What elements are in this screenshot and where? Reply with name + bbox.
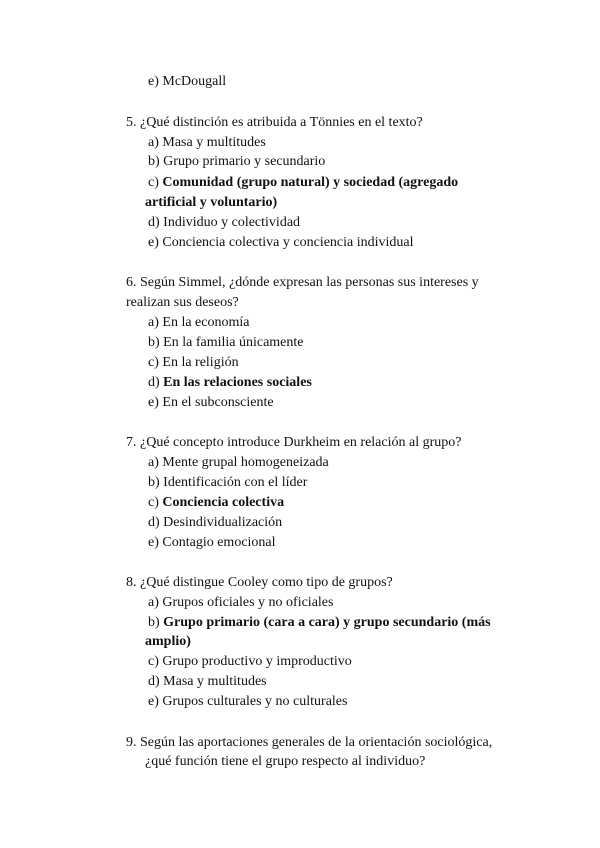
question-number: 9. xyxy=(126,735,137,750)
question-stem xyxy=(126,573,393,593)
option-text: Mente grupal homogeneizada xyxy=(162,455,329,470)
option-letter: b) xyxy=(148,335,160,350)
option-letter: a) xyxy=(148,315,159,330)
question-text-continuation: ¿qué función tiene el grupo respecto al individuo? xyxy=(145,754,426,769)
question-stem xyxy=(126,733,492,753)
option-b-correct xyxy=(148,613,491,633)
option-text: En las relaciones sociales xyxy=(163,375,312,390)
option-e xyxy=(148,233,414,253)
question-number: 8. xyxy=(126,575,137,590)
option-letter: c) xyxy=(148,495,159,510)
option-d xyxy=(148,672,267,692)
option-text: Masa y multitudes xyxy=(162,135,266,150)
question-text-continuation: realizan sus deseos? xyxy=(126,295,239,310)
option-letter: c) xyxy=(148,175,159,190)
question-stem xyxy=(126,433,461,453)
option-a xyxy=(148,453,329,473)
option-letter: e) xyxy=(148,74,159,89)
question-text: ¿Qué concepto introduce Durkheim en relación al grupo? xyxy=(140,435,462,450)
option-text: En la religión xyxy=(162,355,239,370)
option-d xyxy=(148,213,300,233)
option-e xyxy=(148,533,276,553)
option-b xyxy=(148,333,304,353)
option-letter: c) xyxy=(148,355,159,370)
option-letter: b) xyxy=(148,475,160,490)
question-stem xyxy=(126,113,423,133)
question-text: ¿Qué distinción es atribuida a Tönnies en el texto? xyxy=(140,115,423,130)
option-text: En el subconsciente xyxy=(162,395,274,410)
option-a xyxy=(148,133,266,153)
option-letter: c) xyxy=(148,654,159,669)
option-text: Conciencia colectiva y conciencia individual xyxy=(162,235,414,250)
option-text: Grupo primario (cara a cara) y grupo secundario (más xyxy=(163,615,491,630)
option-letter: e) xyxy=(148,235,159,250)
option-c-correct xyxy=(148,173,458,193)
option-letter: e) xyxy=(148,535,159,550)
option-text: Grupo primario y secundario xyxy=(163,154,326,169)
option-c-correct xyxy=(148,493,284,513)
option-letter: d) xyxy=(148,215,160,230)
option-d-correct xyxy=(148,373,312,393)
option-text: En la familia únicamente xyxy=(163,335,304,350)
question-text: Según Simmel, ¿dónde expresan las personas sus intereses y xyxy=(140,275,479,290)
option-text: Masa y multitudes xyxy=(163,674,267,689)
option-c xyxy=(148,353,239,373)
question-text: Según las aportaciones generales de la orientación sociológica, xyxy=(140,735,493,750)
question-text: ¿Qué distingue Cooley como tipo de grupos? xyxy=(140,575,393,590)
option-letter: b) xyxy=(148,615,160,630)
option-e xyxy=(148,692,347,712)
option-text: Conciencia colectiva xyxy=(162,495,285,510)
question-number: 6. xyxy=(126,275,137,290)
option-c-continuation: artificial y voluntario) xyxy=(145,195,278,210)
question-number: 5. xyxy=(126,115,137,130)
option-a xyxy=(148,313,249,333)
option-letter: b) xyxy=(148,154,160,169)
option-text: Desindividualización xyxy=(163,515,283,530)
option-line xyxy=(148,72,226,92)
option-text: McDougall xyxy=(162,74,227,89)
option-text: Comunidad (grupo natural) y sociedad (agregado xyxy=(162,175,459,190)
option-b xyxy=(148,473,307,493)
option-text: Grupos oficiales y no oficiales xyxy=(162,595,334,610)
option-a xyxy=(148,593,333,613)
option-b-continuation: amplio) xyxy=(145,634,191,649)
option-text: En la economía xyxy=(162,315,250,330)
option-text: Grupo productivo y improductivo xyxy=(162,654,352,669)
option-text: Individuo y colectividad xyxy=(163,215,301,230)
option-letter: a) xyxy=(148,595,159,610)
option-letter: a) xyxy=(148,135,159,150)
question-number: 7. xyxy=(126,435,137,450)
option-d xyxy=(148,513,282,533)
option-b xyxy=(148,152,325,172)
option-letter: e) xyxy=(148,694,159,709)
option-letter: d) xyxy=(148,375,160,390)
question-stem xyxy=(126,273,479,293)
option-c xyxy=(148,652,352,672)
option-text: Grupos culturales y no culturales xyxy=(162,694,348,709)
option-e xyxy=(148,393,274,413)
option-letter: a) xyxy=(148,455,159,470)
option-text: Identificación con el líder xyxy=(163,475,308,490)
option-letter: e) xyxy=(148,395,159,410)
option-letter: d) xyxy=(148,674,160,689)
option-text: Contagio emocional xyxy=(162,535,276,550)
option-letter: d) xyxy=(148,515,160,530)
